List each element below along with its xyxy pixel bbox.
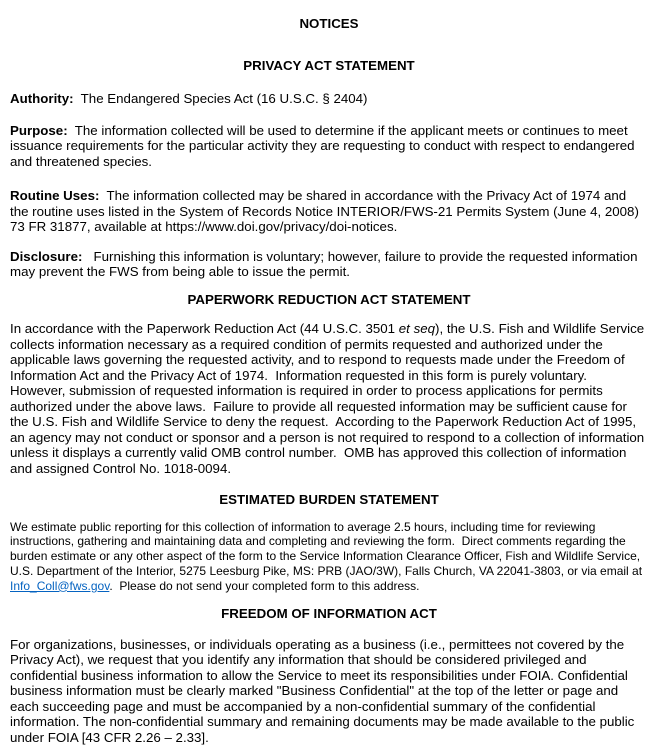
paperwork-text-before-italic: In accordance with the Paperwork Reduction Act (44 U.S.C. 3501	[10, 321, 399, 336]
routine-uses-label: Routine Uses:	[10, 188, 100, 203]
paperwork-reduction-act-heading: PAPERWORK REDUCTION ACT STATEMENT	[187, 291, 471, 307]
foia-paragraph: For organizations, businesses, or individuals operating as a business (i.e., permittees not covered by the Privacy Act), we request that you identify any information that should be considered privileged and confidential business information to allow the Service to meet its responsibilities under FOIA. Confidential business information must be clearly marked "Business Confidential" at the top of the letter or page and each succeeding page and must be accompanied by a non-confidential summary of the confidential information. The non-confidential summary and remaining documents may be made available to the public under FOIA [43 CFR 2.26 – 2.33].	[10, 636, 639, 745]
disclosure-label: Disclosure:	[10, 248, 83, 264]
burden-text-after-link: . Please do not send your completed form to this address.	[109, 578, 420, 593]
disclosure-paragraph	[10, 249, 648, 280]
purpose-paragraph	[10, 123, 648, 170]
freedom-of-information-act-heading: FREEDOM OF INFORMATION ACT	[221, 606, 437, 622]
purpose-label: Purpose:	[10, 122, 68, 138]
authority-paragraph	[10, 91, 648, 107]
estimated-burden-paragraph	[10, 520, 648, 594]
disclosure-text: Furnishing this information is voluntary; however, failure to provide the requested information may prevent the FWS from being able to issue the permit.	[10, 248, 642, 279]
estimated-burden-statement-heading: ESTIMATED BURDEN STATEMENT	[219, 492, 439, 507]
privacy-act-statement-heading: PRIVACY ACT STATEMENT	[243, 57, 415, 73]
routine-uses-text: The information collected may be shared in accordance with the Privacy Act of 1974 and the routine uses listed in the System of Records Notice INTERIOR/FWS-21 Permits System (June 4, 2008) 73 FR 31877, available at https://www.doi.gov/privacy/doi-notices.	[10, 188, 643, 234]
paperwork-italic-phrase: et seq	[398, 321, 436, 336]
routine-uses-paragraph	[10, 188, 648, 235]
page-title: NOTICES	[299, 16, 359, 31]
burden-text-before-link: We estimate public reporting for this collection of information to average 2.5 hours, including time for reviewing instructions, gathering and maintaining data and completing and reviewing the form. Direct comments regarding the burden estimate or any other aspect of the form to the Service Information Clearance Officer, Fish and Wildlife Service, U.S. Department of the Interior, 5275 Leesburg Pike, MS: PRB (JAO/3W), Falls Church, VA 22041-3803, or via email at	[10, 519, 646, 578]
authority-label: Authority:	[10, 91, 74, 106]
paperwork-reduction-act-paragraph	[10, 321, 648, 476]
paperwork-text-after-italic: ), the U.S. Fish and Wildlife Service collects information necessary as a required condition of permits requested and authorized under the applicable laws governing the requested activity, and to respond to requests made under the Freedom of Information Act and the Privacy Act of 1974. Information requested in this form is purely voluntary. However, submission of requested information is required in order to process applications for permits authorized under the above laws. Failure to provide all requested information may be sufficient cause for the U.S. Fish and Wildlife Service to deny the request. According to the Paperwork Reduction Act of 1995, an agency may not conduct or sponsor and a person is not required to respond to a collection of information unless it displays a currently valid OMB control number. OMB has approved this collection of information and assigned Control No. 1018-0094.	[10, 321, 648, 476]
authority-text: The Endangered Species Act (16 U.S.C. § 2404)	[73, 91, 368, 106]
email-link[interactable]: Info_Coll@fws.gov	[10, 578, 110, 593]
purpose-text: The information collected will be used to determine if the applicant meets or continues to meet issuance requirements for the particular activity they are requesting to conduct with respect to endangered and threatened species.	[10, 122, 639, 169]
